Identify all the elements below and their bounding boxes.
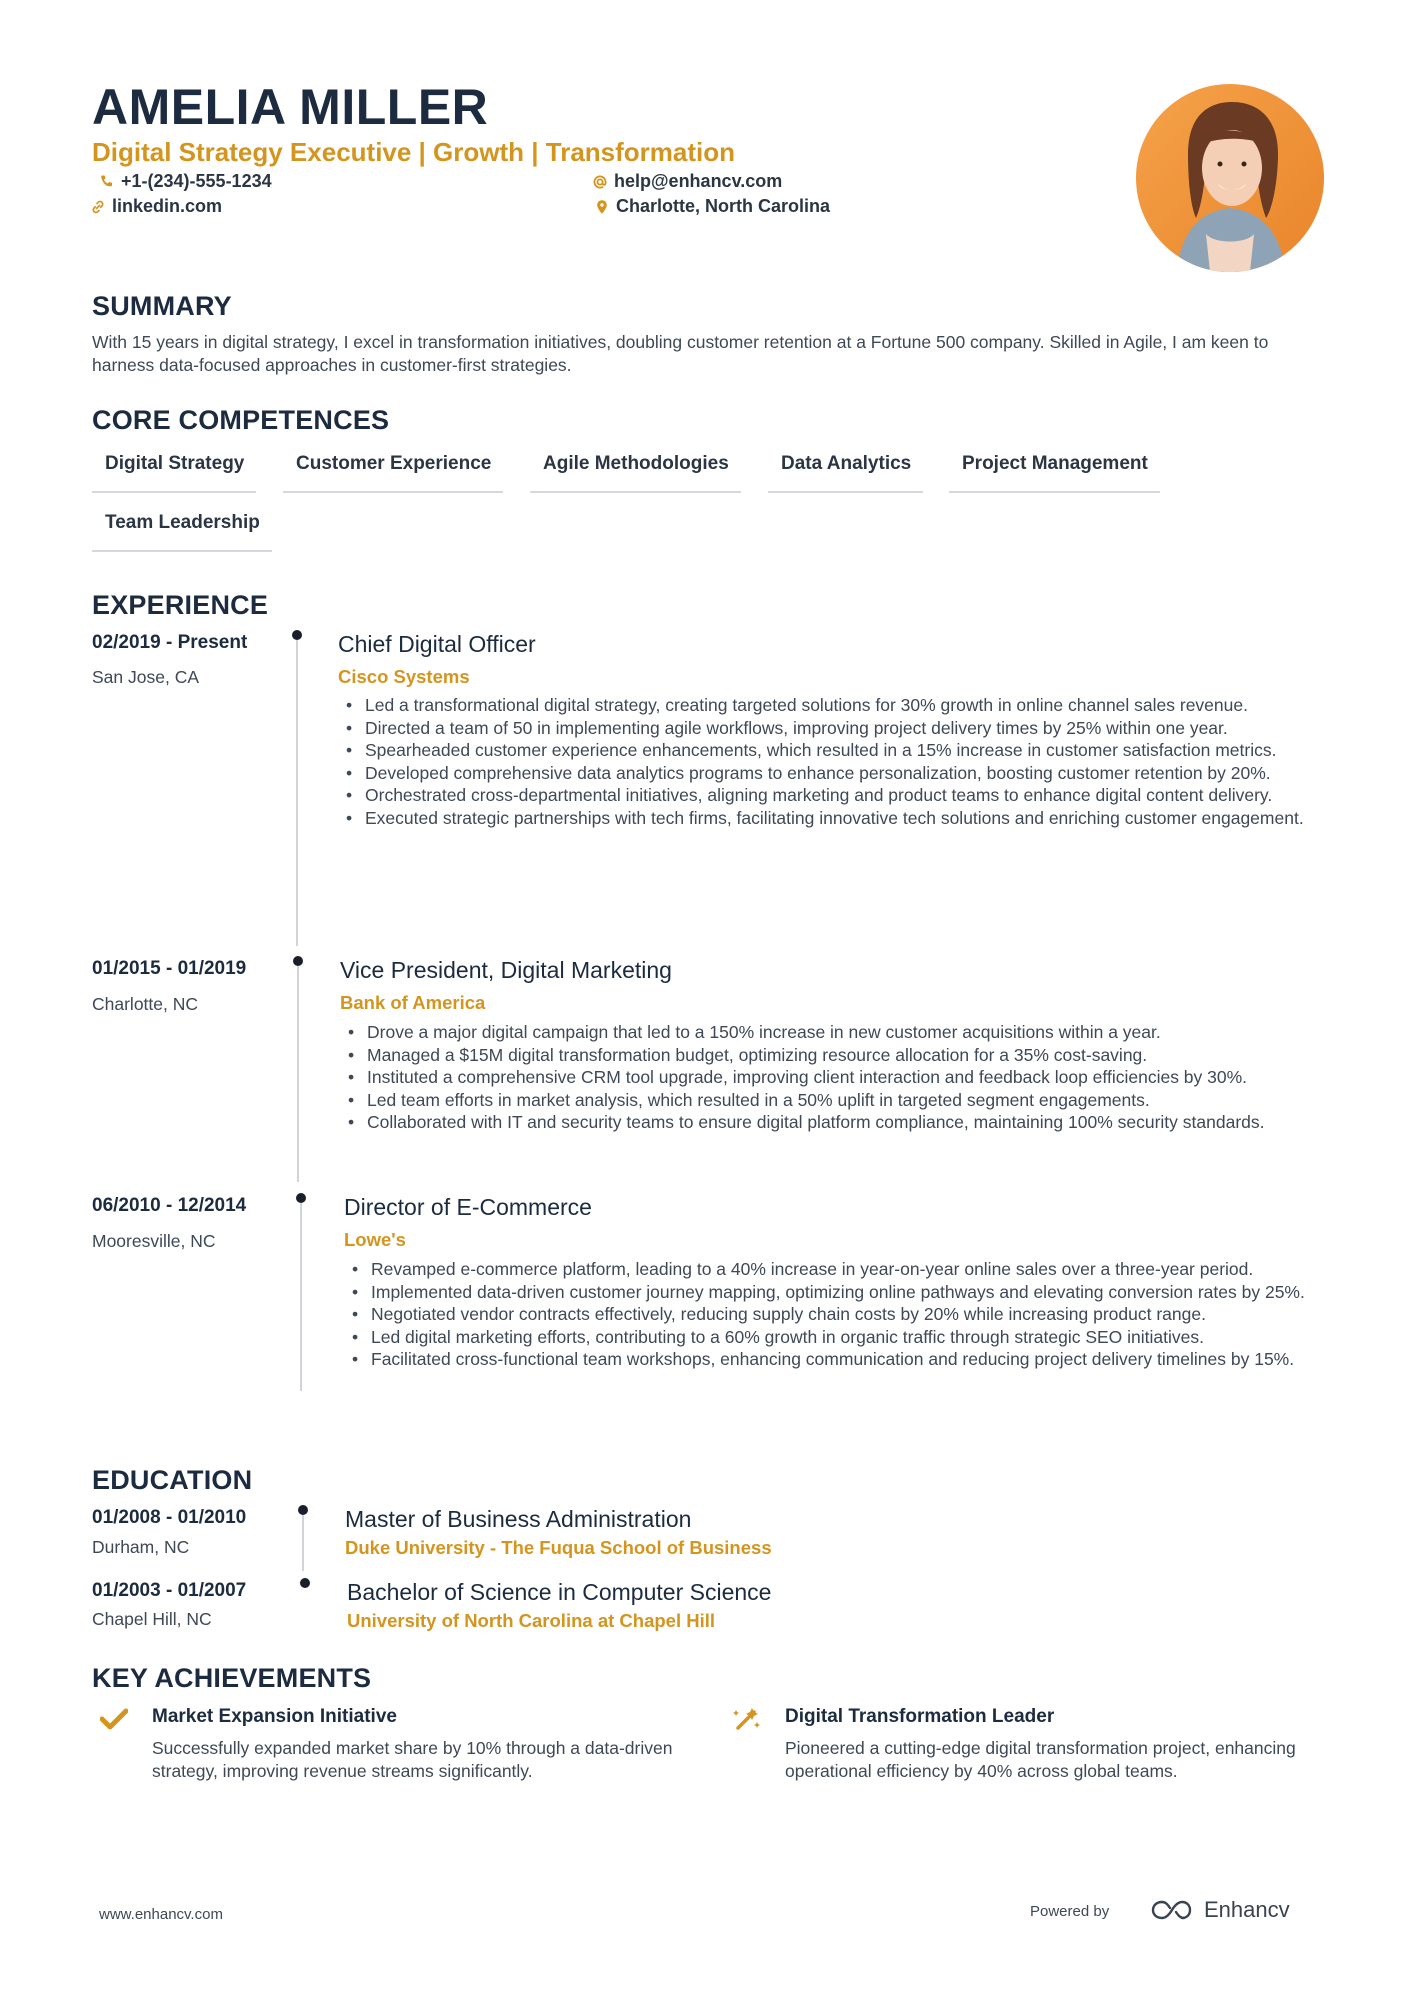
contact-email	[592, 171, 782, 192]
location-text: Charlotte, North Carolina	[616, 196, 831, 216]
achievement-title: Market Expansion Initiative	[152, 1706, 397, 1727]
summary-title: SUMMARY	[92, 291, 232, 321]
summary-text: With 15 years in digital strategy, I excel in transformation initiatives, doubling customer retention at a Fortune 500 company. Skilled in Agile, I am keen to harness data-focused approaches in customer-first strategies.	[92, 332, 1269, 375]
job-location: San Jose, CA	[92, 667, 199, 687]
job-bullet: • Collaborated with IT and security teams to ensure digital platform compliance, maintaining 100% security standards.	[340, 1111, 1300, 1134]
enhancv-logo-text: Enhancv	[1204, 1897, 1290, 1922]
education-title: EDUCATION	[92, 1465, 253, 1495]
at-icon	[592, 174, 608, 190]
education-degree: Master of Business Administration	[345, 1506, 692, 1532]
linkedin-text: linkedin.com	[112, 196, 223, 216]
job-company: Lowe's	[344, 1229, 406, 1250]
contact-phone	[99, 171, 272, 192]
job-bullet: • Directed a team of 50 in implementing agile workflows, improving project delivery times by 25% within one year.	[338, 717, 1328, 740]
job-bullet: • Revamped e-commerce platform, leading to a 40% increase in year-on-year online sales over a three-year period.	[344, 1258, 1329, 1281]
job-bullet: • Negotiated vendor contracts effectively, reducing supply chain costs by 20% while increasing product range.	[344, 1303, 1329, 1326]
job-bullet: • Spearheaded customer experience enhancements, which resulted in a 15% increase in customer satisfaction metrics.	[338, 739, 1328, 762]
job-bullet: • Orchestrated cross-departmental initiatives, aligning marketing and product teams to enhance digital content delivery.	[338, 784, 1328, 807]
contact-linkedin	[90, 196, 222, 217]
timeline-line	[297, 966, 299, 1182]
timeline-line	[300, 1203, 302, 1391]
timeline-dot	[292, 630, 302, 640]
enhancv-logo[interactable]	[1150, 1897, 1290, 1923]
job-location: Mooresville, NC	[92, 1231, 216, 1251]
candidate-name: AMELIA MILLER	[92, 79, 489, 135]
competence-tag: Digital Strategy	[92, 453, 256, 493]
achievements-title: KEY ACHIEVEMENTS	[92, 1663, 372, 1693]
magic-wand-icon	[732, 1704, 762, 1732]
education-school: University of North Carolina at Chapel Hill	[347, 1610, 716, 1631]
education-school: Duke University - The Fuqua School of Business	[345, 1537, 772, 1558]
timeline-dot	[293, 956, 303, 966]
achievement-title: Digital Transformation Leader	[785, 1706, 1055, 1727]
job-company: Cisco Systems	[338, 666, 470, 687]
job-bullet: • Executed strategic partnerships with tech firms, facilitating innovative tech solutions and enriching customer engagement.	[338, 807, 1328, 830]
timeline-dot	[300, 1578, 310, 1588]
job-role: Director of E-Commerce	[344, 1194, 592, 1220]
job-bullet: • Instituted a comprehensive CRM tool upgrade, improving client interaction and feedback loop efficiencies by 30%.	[340, 1066, 1300, 1089]
job-bullets	[338, 694, 1328, 829]
job-date: 01/2015 - 01/2019	[92, 958, 247, 979]
education-location: Chapel Hill, NC	[92, 1609, 212, 1629]
achievement-description: Successfully expanded market share by 10% through a data-driven strategy, improving revenue streams significantly.	[152, 1738, 673, 1781]
timeline-dot	[296, 1193, 306, 1203]
profile-photo	[1136, 84, 1324, 272]
job-bullets	[340, 1021, 1300, 1134]
job-bullet: • Led a transformational digital strategy, creating targeted solutions for 30% growth in online channel sales revenue.	[338, 694, 1328, 717]
job-bullet: • Developed comprehensive data analytics programs to enhance personalization, boosting customer retention by 20%.	[338, 762, 1328, 785]
candidate-headline: Digital Strategy Executive | Growth | Transformation	[92, 137, 736, 167]
email-text: help@enhancv.com	[614, 171, 783, 191]
timeline-line	[302, 1515, 304, 1571]
job-bullet: • Managed a $15M digital transformation budget, optimizing resource allocation for a 35% cost-saving.	[340, 1044, 1300, 1067]
education-degree: Bachelor of Science in Computer Science	[347, 1579, 772, 1605]
job-role: Vice President, Digital Marketing	[340, 957, 672, 983]
timeline-dot	[298, 1505, 308, 1515]
achievement-description: Pioneered a cutting-edge digital transformation project, enhancing operational efficiency by 40% across global teams.	[785, 1738, 1296, 1781]
enhancv-logo-icon	[1150, 1898, 1196, 1922]
job-date: 02/2019 - Present	[92, 632, 248, 653]
competence-tag: Project Management	[949, 453, 1160, 493]
job-bullet: • Led team efforts in market analysis, which resulted in a 50% uplift in targeted segment engagements.	[340, 1089, 1300, 1112]
competences-title: CORE COMPETENCES	[92, 405, 390, 435]
phone-text: +1-(234)-555-1234	[121, 171, 272, 191]
timeline-line	[296, 640, 298, 946]
job-role: Chief Digital Officer	[338, 631, 536, 657]
job-bullet: • Implemented data-driven customer journey mapping, optimizing online pathways and elevating conversion rates by 25%.	[344, 1281, 1329, 1304]
location-pin-icon	[594, 199, 610, 215]
contact-location	[594, 196, 830, 217]
competence-tag: Team Leadership	[92, 512, 272, 552]
job-bullet: • Drove a major digital campaign that led to a 150% increase in new customer acquisitions within a year.	[340, 1021, 1300, 1044]
phone-icon	[99, 174, 115, 190]
education-date: 01/2003 - 01/2007	[92, 1580, 247, 1601]
footer-url[interactable]: www.enhancv.com	[99, 1906, 223, 1923]
job-company: Bank of America	[340, 992, 486, 1013]
competence-tag: Agile Methodologies	[530, 453, 741, 493]
education-date: 01/2008 - 01/2010	[92, 1507, 247, 1528]
footer-powered-by: Powered by	[1030, 1903, 1110, 1920]
job-date: 06/2010 - 12/2014	[92, 1195, 247, 1216]
job-location: Charlotte, NC	[92, 994, 199, 1014]
competence-tag: Data Analytics	[768, 453, 923, 493]
checkmark-icon	[100, 1708, 128, 1730]
competence-tag: Customer Experience	[283, 453, 503, 493]
experience-title: EXPERIENCE	[92, 590, 269, 620]
job-bullets	[344, 1258, 1329, 1371]
job-bullet: • Led digital marketing efforts, contributing to a 60% growth in organic traffic through strategic SEO initiatives.	[344, 1326, 1329, 1349]
link-icon	[90, 199, 106, 215]
education-location: Durham, NC	[92, 1537, 190, 1557]
job-bullet: • Facilitated cross-functional team workshops, enhancing communication and reducing project delivery timelines by 15%.	[344, 1348, 1329, 1371]
